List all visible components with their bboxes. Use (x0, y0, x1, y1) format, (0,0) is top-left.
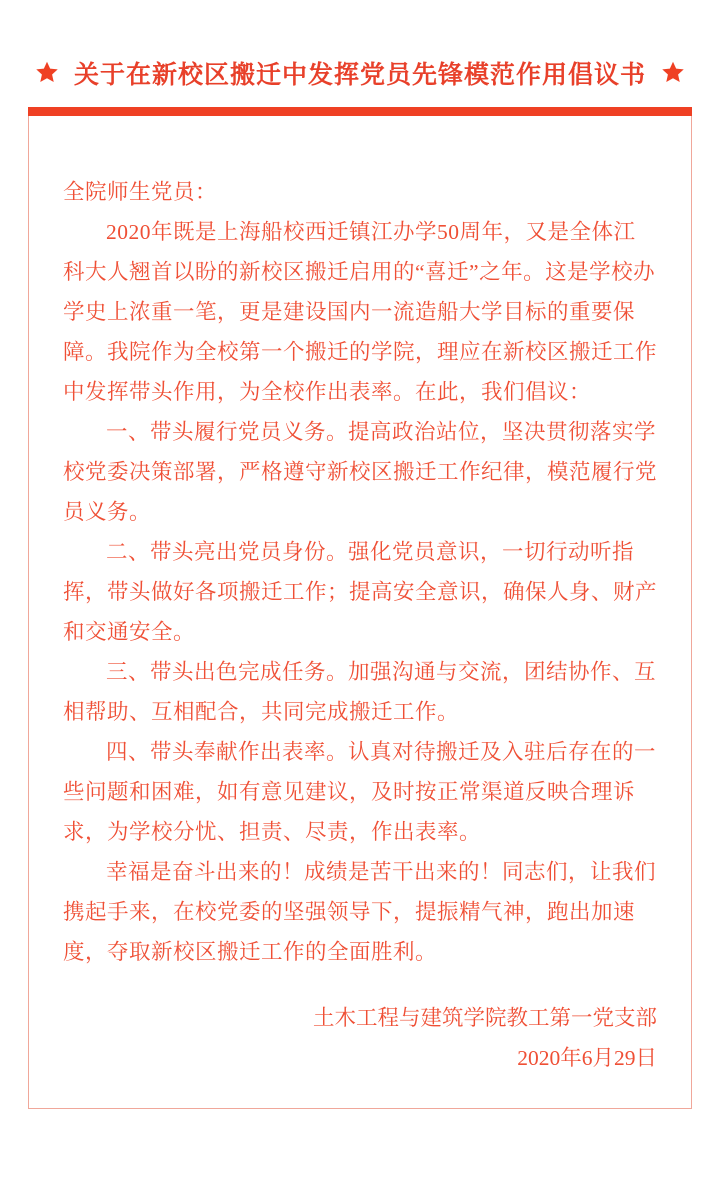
signature-organization: 土木工程与建筑学院教工第一党支部 (312, 1006, 657, 1030)
paragraph: 二、带头亮出党员身份。强化党员意识，一切行动听指挥，带头做好各项搬迁工作；提高安全意识，确保人身、财产和交通安全。 (63, 540, 658, 644)
paragraph: 2020年既是上海船校西迁镇江办学50周年，又是全体江科大人翘首以盼的新校区搬迁启用的“喜迁”之年。这是学校办学史上浓重一笔，更是建设国内一流造船大学目标的重要保障。我院作为全校第一个搬迁的学院，理应在新校区搬迁工作中发挥带头作用，为全校作出表率。在此，我们倡议： (63, 220, 658, 404)
paragraph: 三、带头出色完成任务。加强沟通与交流，团结协作、互相帮助、互相配合，共同完成搬迁工作。 (63, 660, 657, 724)
paragraph: 一、带头履行党员义务。提高政治站位，坚决贯彻落实学校党委决策部署，严格遵守新校区搬迁工作纪律，模范履行党员义务。 (63, 420, 658, 524)
document-content (63, 172, 657, 972)
paragraph: 四、带头奉献作出表率。认真对待搬迁及入驻后存在的一些问题和困难，如有意见建议，及时按正常渠道反映合理诉求，为学校分忧、担责、尽责，作出表率。 (63, 740, 657, 844)
signature-block (63, 998, 657, 1078)
header-divider (28, 107, 692, 116)
document-header (0, 0, 720, 107)
page-title: 关于在新校区搬迁中发挥党员先锋模范作用倡议书 (73, 61, 646, 89)
star-icon (660, 60, 686, 86)
document-body-frame (28, 116, 692, 1109)
signature-date: 2020年6月29日 (517, 1046, 657, 1070)
star-icon (34, 60, 60, 86)
paragraph: 幸福是奋斗出来的！成绩是苦干出来的！同志们，让我们携起手来，在校党委的坚强领导下，提振精气神，跑出加速度，夺取新校区搬迁工作的全面胜利。 (63, 860, 657, 964)
salutation: 全院师生党员： (63, 180, 218, 204)
